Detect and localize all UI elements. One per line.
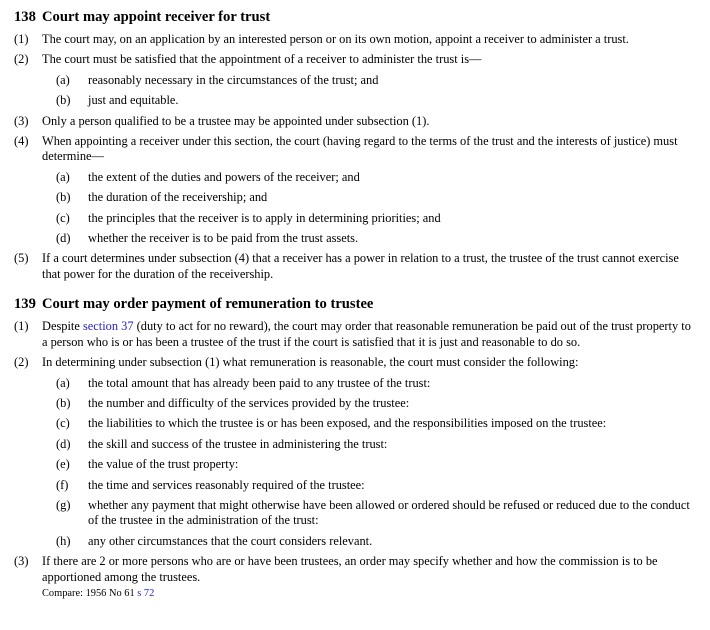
subsection-label: (4) bbox=[14, 134, 29, 149]
subsection-text bbox=[42, 319, 697, 350]
paragraph-label: (b) bbox=[56, 190, 71, 205]
subsection-label: (1) bbox=[14, 32, 29, 46]
paragraph-label: (b) bbox=[56, 93, 71, 108]
paragraph-h bbox=[56, 534, 697, 549]
paragraph-label: (h) bbox=[56, 533, 71, 548]
subsection-text: The court may, on an application by an interested person or on its own motion, appoint a receiver to administer a trust. bbox=[42, 32, 629, 46]
paragraph-a bbox=[56, 170, 697, 185]
paragraph-d bbox=[56, 231, 697, 246]
paragraph-label: (g) bbox=[56, 497, 71, 512]
paragraph-label: (a) bbox=[56, 375, 70, 390]
paragraph-text: whether any payment that might otherwise have been allowed or ordered should be refused or reduced due to the conduct of the trustee in the administration of the trust: bbox=[88, 497, 690, 528]
subsection-text: Only a person qualified to be a trustee may be appointed under subsection (1). bbox=[42, 113, 430, 128]
compare-s72-link[interactable]: s 72 bbox=[137, 587, 155, 599]
section-heading-139 bbox=[14, 295, 697, 314]
subsection-text: If a court determines under subsection (4) that a receiver has a power in relation to a trust, the trustee of the trust cannot exercise that power for the duration of the receivership. bbox=[42, 251, 679, 281]
section-number: 139 bbox=[14, 296, 36, 313]
paragraph-label: (b) bbox=[56, 395, 71, 410]
section-title: Court may order payment of remuneration to trustee bbox=[42, 296, 374, 313]
subsection-text: The court must be satisfied that the appointment of a receiver to administer the trust is— bbox=[42, 52, 482, 67]
subsection-label: (2) bbox=[14, 52, 29, 67]
paragraph-c bbox=[56, 416, 697, 431]
subsection-138-1 bbox=[14, 32, 697, 47]
paragraph-a bbox=[56, 376, 697, 391]
section-title: Court may appoint receiver for trust bbox=[42, 9, 271, 25]
paragraph-text: just and equitable. bbox=[88, 93, 179, 108]
paragraph-text: the duration of the receivership; and bbox=[88, 190, 268, 205]
compare-prefix: Compare: 1956 No 61 bbox=[42, 587, 138, 599]
text-before-link: Despite bbox=[42, 319, 83, 334]
paragraph-label: (c) bbox=[56, 210, 70, 225]
paragraph-label: (f) bbox=[56, 477, 69, 492]
paragraph-label: (c) bbox=[56, 416, 70, 431]
paragraph-text: the time and services reasonably required of the trustee: bbox=[88, 477, 365, 492]
paragraph-text: the value of the trust property: bbox=[88, 457, 239, 472]
subsection-139-3 bbox=[14, 554, 697, 600]
subsection-label: (3) bbox=[14, 554, 29, 569]
subsection-label: (3) bbox=[14, 113, 29, 128]
subsection-label: (2) bbox=[14, 355, 29, 370]
paragraph-label: (e) bbox=[56, 457, 70, 472]
paragraph-text: reasonably necessary in the circumstances of the trust; and bbox=[88, 72, 379, 87]
subsection-138-5 bbox=[14, 251, 697, 282]
subsection-text: When appointing a receiver under this section, the court (having regard to the terms of the trust and the interests of justice) must determine— bbox=[42, 134, 678, 164]
paragraph-f bbox=[56, 478, 697, 493]
subsection-139-2 bbox=[14, 355, 697, 549]
paragraph-label: (d) bbox=[56, 436, 71, 451]
paragraph-text: the skill and success of the trustee in administering the trust: bbox=[88, 436, 388, 451]
paragraph-label: (a) bbox=[56, 169, 70, 184]
paragraph-text: whether the receiver is to be paid from the trust assets. bbox=[88, 231, 359, 246]
section-heading-138 bbox=[14, 8, 697, 27]
paragraph-b bbox=[56, 190, 697, 205]
paragraph-e bbox=[56, 457, 697, 472]
subsection-138-3 bbox=[14, 114, 697, 129]
subsection-label: (5) bbox=[14, 251, 29, 266]
paragraph-label: (a) bbox=[56, 72, 70, 87]
paragraph-text: the total amount that has already been paid to any trustee of the trust: bbox=[88, 375, 431, 390]
paragraph-label: (d) bbox=[56, 231, 71, 246]
section-number: 138 bbox=[14, 9, 36, 25]
subsection-text: If there are 2 or more persons who are or have been trustees, an order may specify whether and how the commission is to be apportioned among the trustees. bbox=[42, 554, 658, 584]
paragraph-g bbox=[56, 498, 697, 529]
paragraph-b bbox=[56, 93, 697, 108]
paragraph-text: the principles that the receiver is to apply in determining priorities; and bbox=[88, 210, 441, 225]
paragraph-a bbox=[56, 73, 697, 88]
paragraph-text: the extent of the duties and powers of the receiver; and bbox=[88, 169, 360, 184]
text-after-link: (duty to act for no reward), the court may order that reasonable remuneration be paid out of the trust property to a person who is or has been a trustee of the trust if the court is satisfied that it is just and reasonable to do so. bbox=[42, 319, 691, 349]
paragraph-text: any other circumstances that the court considers relevant. bbox=[88, 533, 373, 548]
section-37-link[interactable]: section 37 bbox=[82, 319, 134, 334]
subsection-text: In determining under subsection (1) what remuneration is reasonable, the court must consider the following: bbox=[42, 355, 579, 370]
paragraph-d bbox=[56, 437, 697, 452]
paragraph-b bbox=[56, 396, 697, 411]
paragraph-text: the liabilities to which the trustee is or has been exposed, and the responsibilities imposed on the trustee: bbox=[88, 416, 607, 431]
subsection-138-4 bbox=[14, 134, 697, 246]
subsection-138-2 bbox=[14, 52, 697, 108]
subsection-139-1 bbox=[14, 319, 697, 350]
paragraph-text: the number and difficulty of the services provided by the trustee: bbox=[88, 395, 410, 410]
subsection-label: (1) bbox=[14, 319, 29, 334]
compare-note bbox=[42, 587, 697, 600]
paragraph-c bbox=[56, 211, 697, 226]
